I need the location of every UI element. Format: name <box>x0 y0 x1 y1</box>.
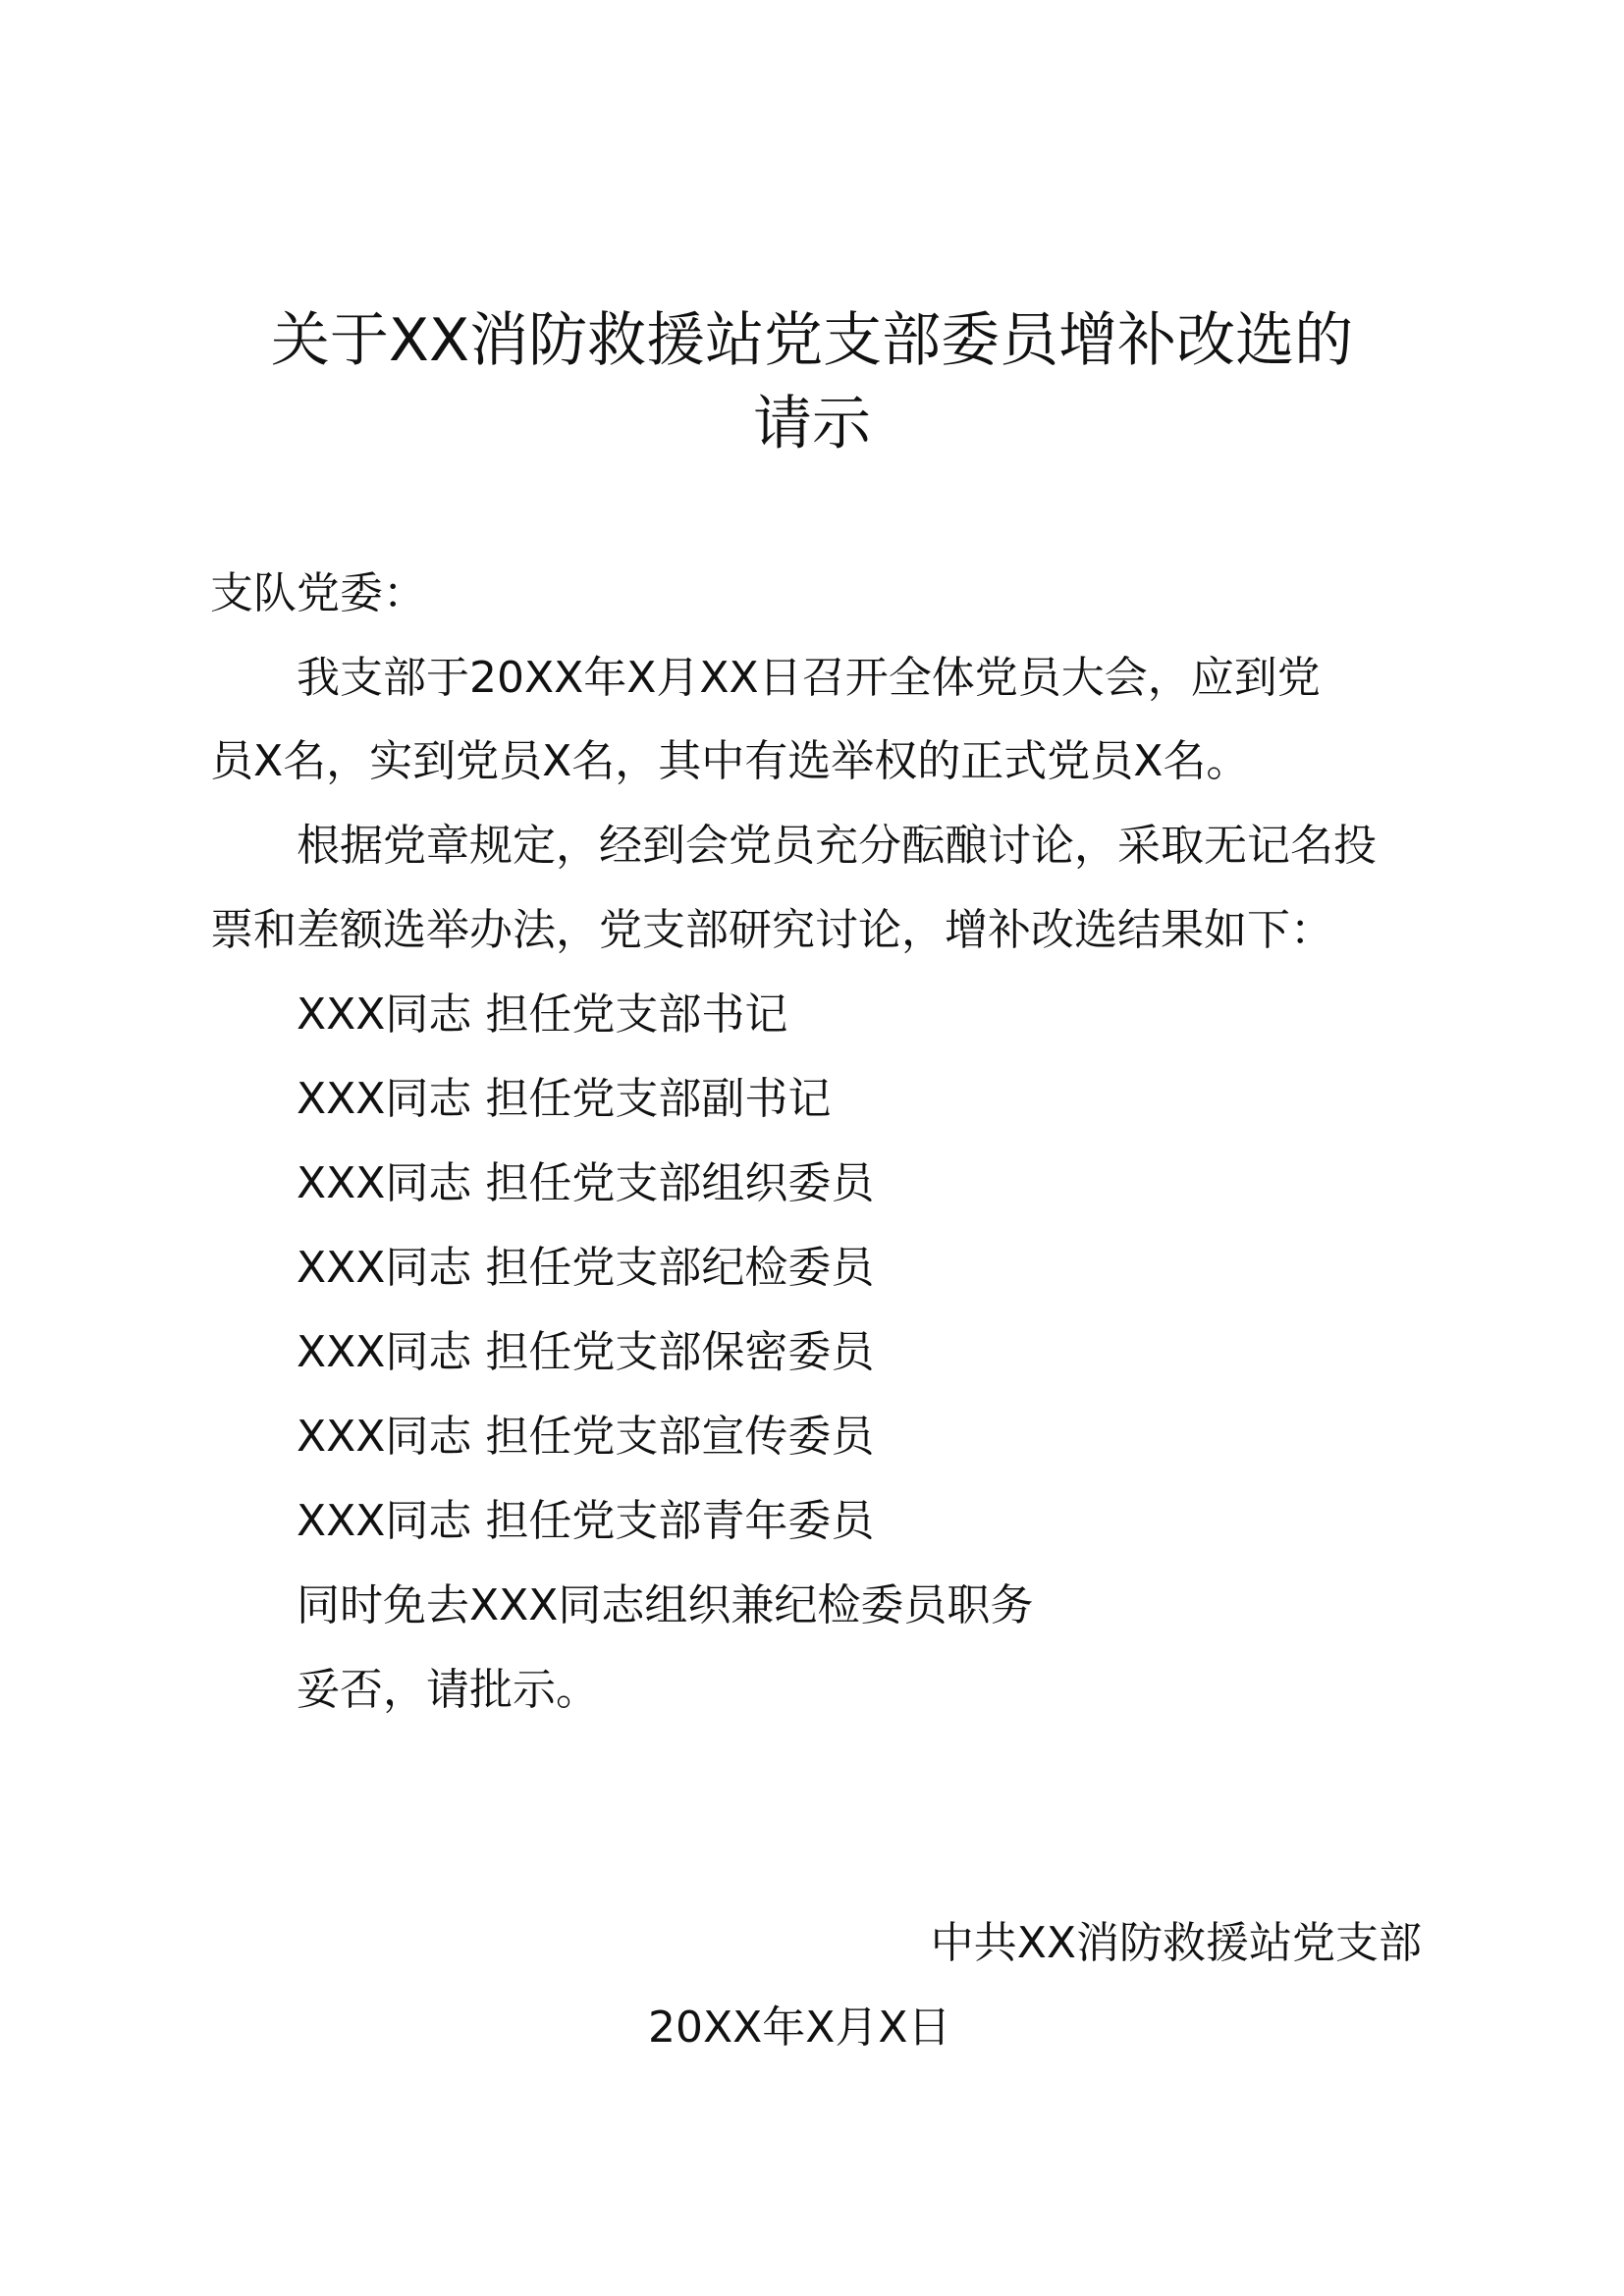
removal-statement: 同时免去XXX同志组织兼纪检委员职务 <box>297 1580 1034 1630</box>
paragraph-2-line-1: 根据党章规定，经到会党员充分酝酿讨论，采取无记名投 <box>297 821 1377 871</box>
document-title-line-2: 请示 <box>753 390 871 458</box>
appointment-line: XXX同志 担任党支部保密委员 <box>297 1327 875 1377</box>
paragraph-1-line-2: 员X名，实到党员X名，其中有选举权的正式党员X名。 <box>210 736 1250 786</box>
document-date: 20XX年X月X日 <box>648 2002 951 2053</box>
paragraph-2-line-2: 票和差额选举办法，党支部研究讨论，增补改选结果如下： <box>210 905 1333 955</box>
document-title-line-1: 关于XX消防救援站党支部委员增补改选的 <box>270 306 1354 375</box>
appointment-line: XXX同志 担任党支部书记 <box>297 989 788 1040</box>
appointment-line: XXX同志 担任党支部纪检委员 <box>297 1243 875 1293</box>
closing-request: 妥否，请批示。 <box>297 1665 599 1715</box>
appointment-line: XXX同志 担任党支部宣传委员 <box>297 1412 875 1462</box>
paragraph-1-line-1: 我支部于20XX年X月XX日召开全体党员大会，应到党 <box>297 653 1321 703</box>
salutation: 支队党委： <box>210 568 426 618</box>
appointment-line: XXX同志 担任党支部副书记 <box>297 1074 832 1124</box>
appointment-line: XXX同志 担任党支部组织委员 <box>297 1158 875 1208</box>
appointment-line: XXX同志 担任党支部青年委员 <box>297 1496 875 1546</box>
signature: 中共XX消防救援站党支部 <box>930 1918 1422 1968</box>
